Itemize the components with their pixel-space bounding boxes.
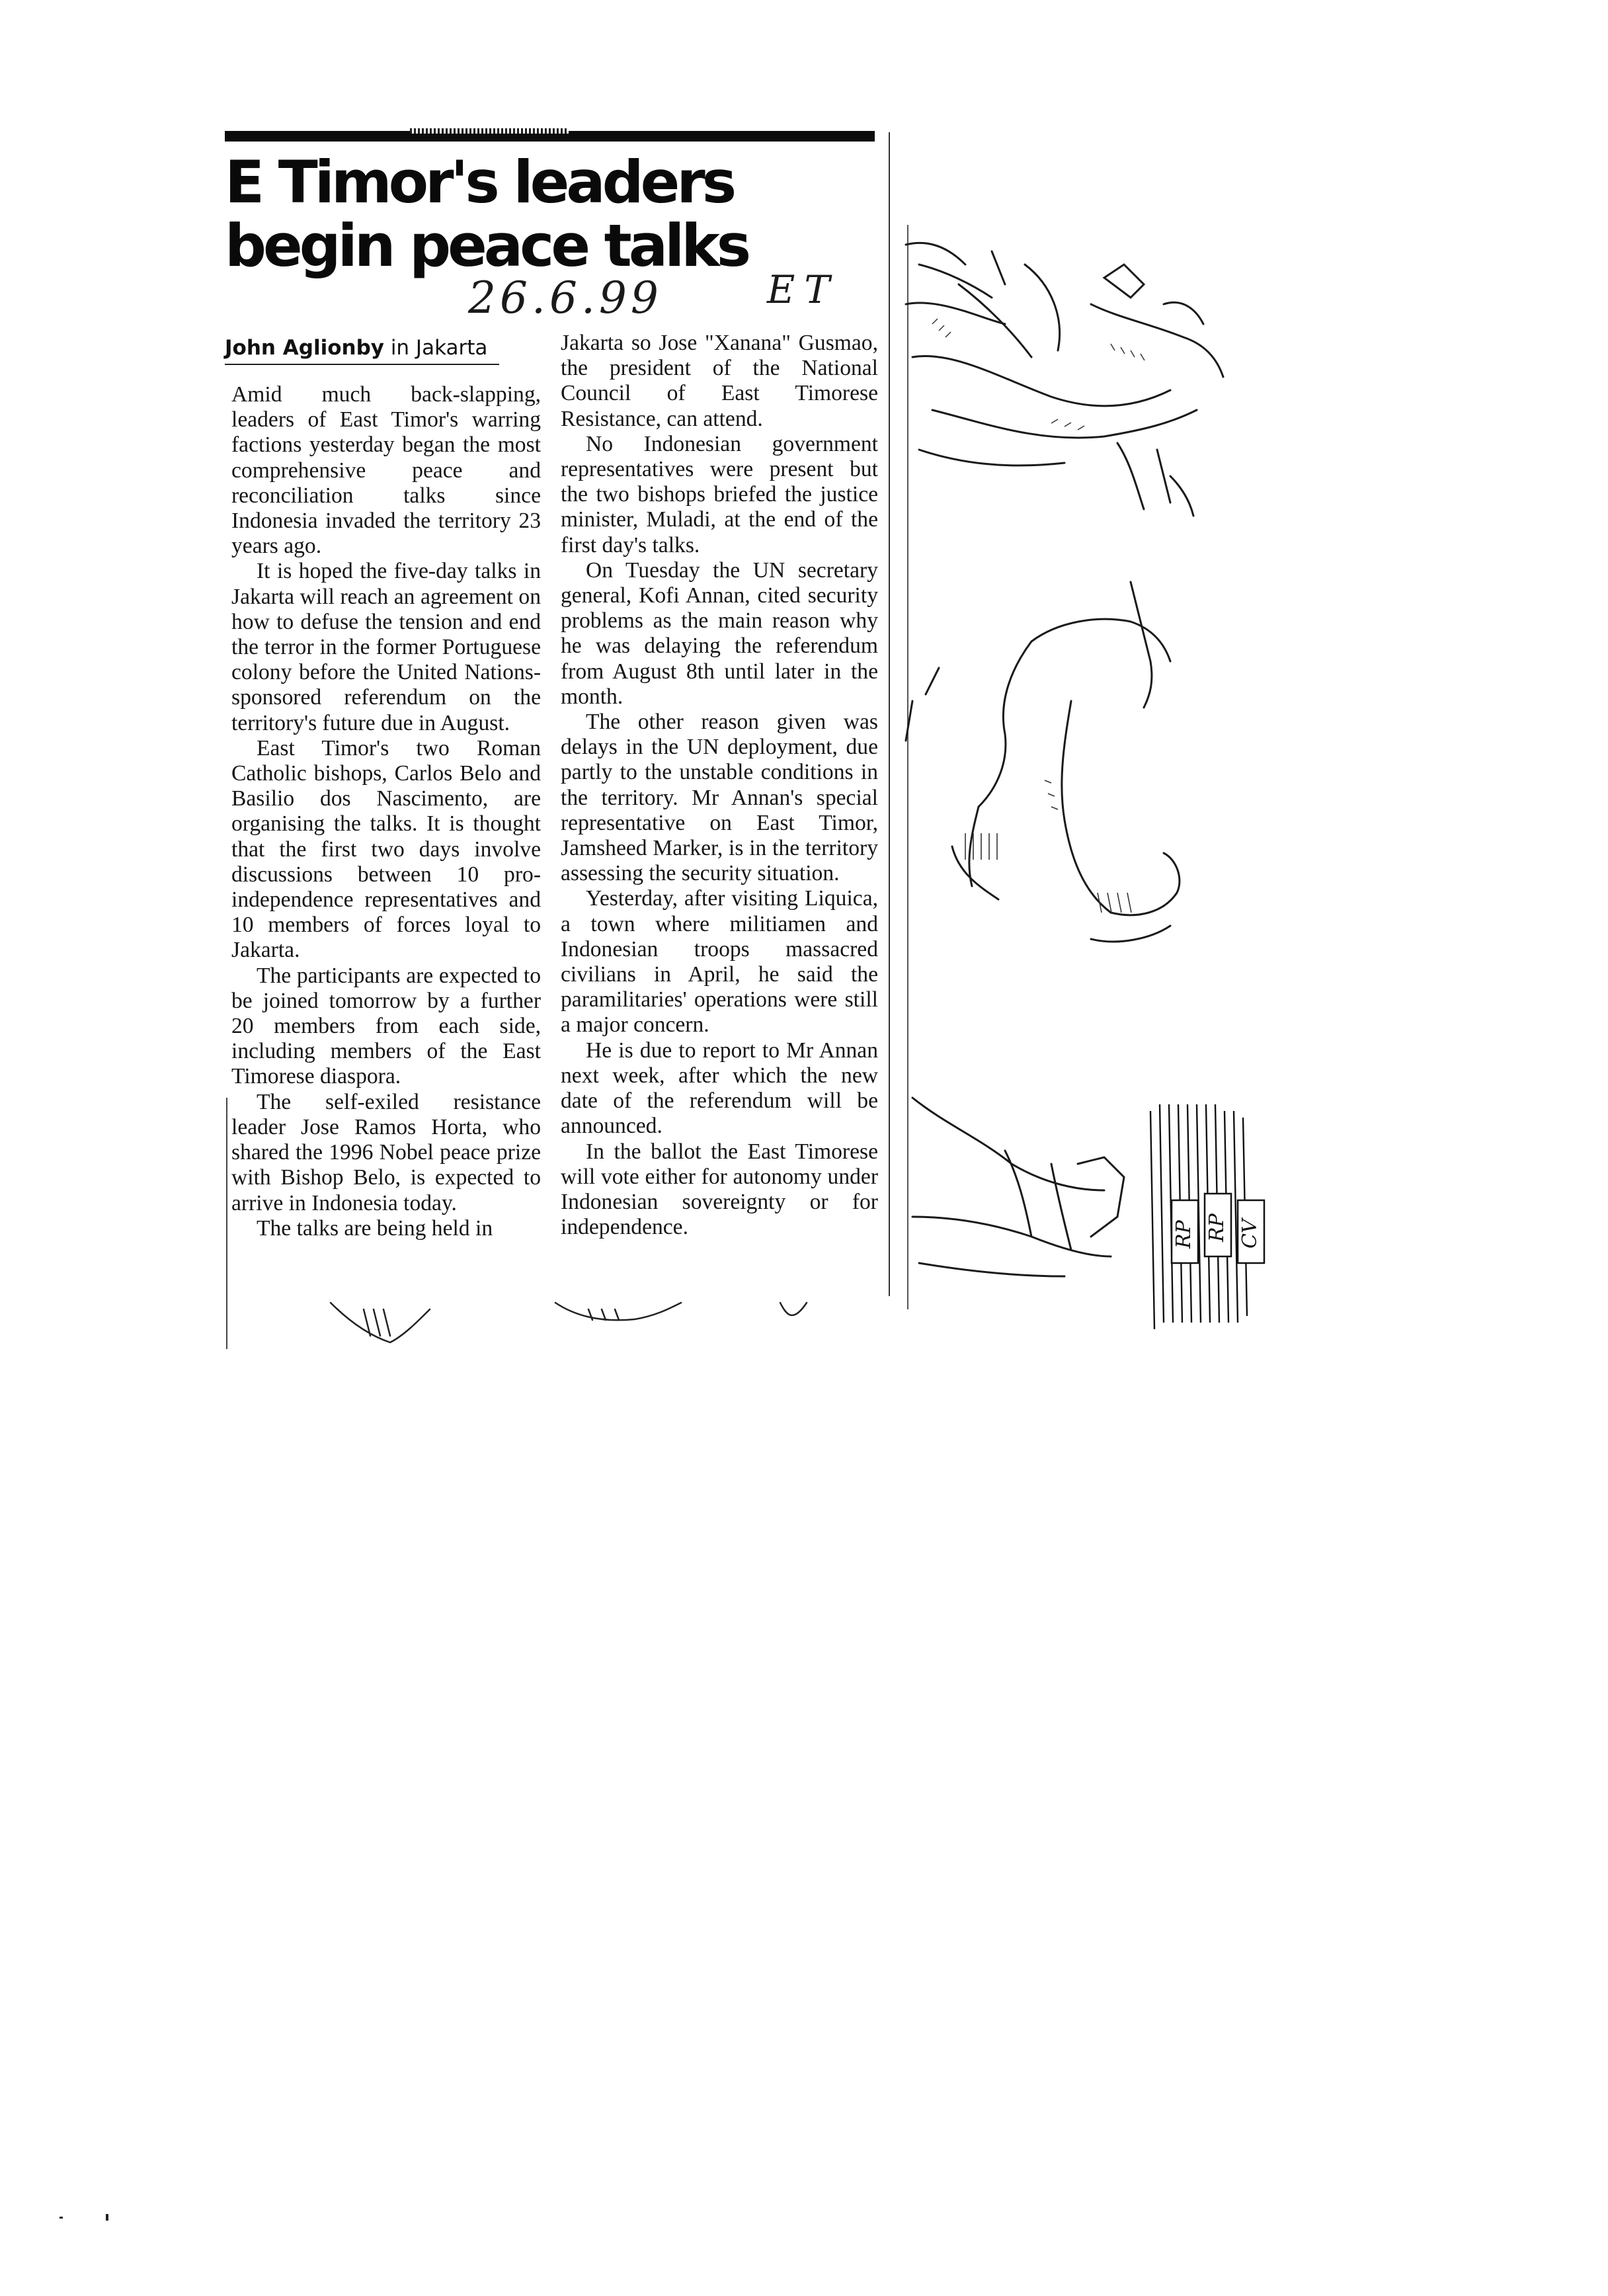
paragraph: It is hoped the five-day talks in Jakarta will reach an agreement on how to defuse the tension and end the terror in the former Portuguese colony before the United Nations-sponsored referendum on the territory's future due in August. [231,559,541,735]
rule-texture [410,128,569,134]
sketch-panel-top [893,225,1236,529]
clip-edge-left [226,1098,227,1349]
paragraph: Jakarta so Jose "Xanana" Gusmao, the president of the National Council of East Timorese Resistance, can attend. [561,331,878,431]
paragraph: The talks are being held in [257,1215,493,1241]
paragraph: Amid much back-slapping, leaders of East Timor's warring factions yesterday began the most comprehensive peace and reconciliation talks since Indonesia invaded the territory 23 years ago. [231,382,541,559]
sketch-panel-bottom [906,1085,1303,1329]
paragraph: In the ballot the East Timorese will vote either for autonomy under Indonesian sovereignty or for independence. [561,1139,878,1240]
article-column-2 [561,331,878,1240]
clip-edge-right [889,132,890,1296]
byline [225,335,499,365]
byline-location: in Jakarta [383,336,488,360]
byline-author: John Aglionby [225,336,384,360]
headline-line-1: E Timor's leaders [225,148,734,216]
ballot-mark-2: RP [1205,1213,1228,1242]
paragraph: On Tuesday the UN secretary general, Kofi Annan, cited security problems as the main reason why he was delaying the referendum from August 8th until later in the month. [561,557,878,709]
paragraph: He is due to report to Mr Annan next week, after which the new date of the referendum will be announced. [561,1038,878,1139]
paragraph: No Indonesian government representatives were present but the two bishops briefed the justice minister, Muladi, at the end of the first day's talks. [561,431,878,557]
headline-line-2: begin peace talks [225,212,748,280]
sketch-panel-middle [899,569,1190,1005]
torn-edge-marks [324,1290,840,1369]
handwritten-tag: ET [767,267,840,312]
paragraph: East Timor's two Roman Catholic bishops, Carlos Belo and Basilio dos Nascimento, are organising the talks. It is thought that the first two days involve discussions between 10 pro-independence representatives and 10 members of forces loyal to Jakarta. [231,735,541,963]
paragraph: The other reason given was delays in the UN deployment, due partly to the unstable conditions in the territory. Mr Annan's special representative on East Timor, Jamsheed Marker, is in the territory assessing the security situation. [561,710,878,886]
paragraph: The participants are expected to be joined tomorrow by a further 20 members from each side, including members of the East Timorese diaspora. [231,963,541,1089]
paragraph: The self-exiled resistance leader Jose Ramos Horta, who shared the 1996 Nobel peace prize with Bishop Belo, is expected to arrive in Indonesia today. [231,1089,541,1215]
ballot-mark-3: CV [1238,1219,1262,1249]
handwritten-date: 26.6.99 [468,272,663,323]
ballot-mark-1: RP [1172,1220,1195,1249]
paragraph: Yesterday, after visiting Liquica, a town where militiamen and Indonesian troops massacred civilians in April, he said the paramilitaries' operations were still a major concern. [561,886,878,1038]
article-column-1 [231,382,541,1241]
headline [225,148,886,280]
scan-specks [53,2209,132,2235]
